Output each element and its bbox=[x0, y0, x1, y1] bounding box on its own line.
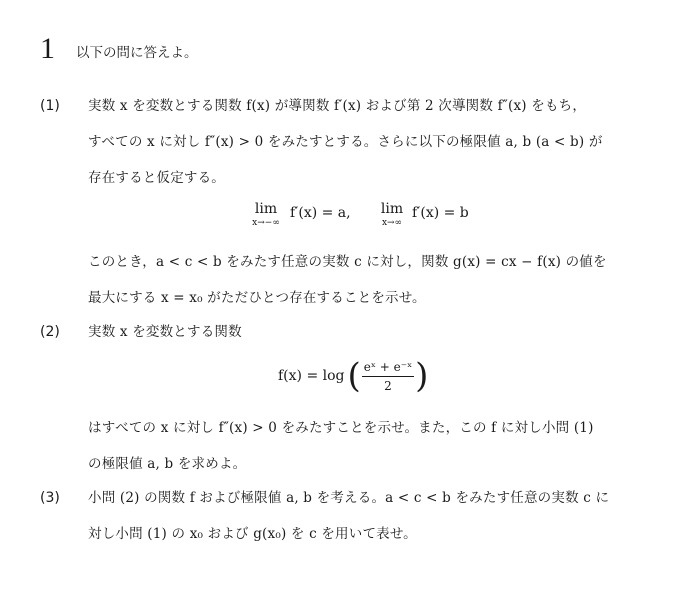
part-3-label: (3) bbox=[40, 490, 60, 506]
right-paren: ) bbox=[415, 356, 429, 396]
equation-fraction bbox=[362, 359, 414, 394]
part-2-after-line-1: はすべての x に対し f″(x) > 0 をみたすことを示せ。また，この f に対し小問 (1) bbox=[88, 420, 594, 436]
limit-2-word: lim bbox=[380, 201, 404, 217]
part-3-line-2: 対し小問 (1) の x₀ および g(x₀) を c を用いて表せ。 bbox=[88, 526, 417, 542]
problem-number: 1 bbox=[40, 32, 55, 65]
part-2-label: (2) bbox=[40, 324, 60, 340]
part-2-line-1: 実数 x を変数とする関数 bbox=[88, 324, 242, 340]
part-1-line-1: 実数 x を変数とする関数 f(x) が導関数 f′(x) および第 2 次導関数 f″(x) をもち， bbox=[88, 98, 587, 114]
part-2-equation bbox=[278, 356, 428, 396]
limit-1-subscript: x→−∞ bbox=[252, 218, 280, 228]
fraction-numerator: eˣ + e⁻ˣ bbox=[362, 359, 414, 377]
fraction-denominator: 2 bbox=[384, 378, 392, 393]
part-1-after-line-1: このとき，a < c < b をみたす任意の実数 c に対し，関数 g(x) = cx − f(x) の値を bbox=[88, 254, 607, 270]
limit-1-word: lim bbox=[254, 201, 278, 217]
part-1-line-2: すべての x に対し f″(x) > 0 をみたすとする。さらに以下の極限値 a, b (a < b) が bbox=[88, 134, 603, 150]
part-1-label: (1) bbox=[40, 98, 60, 114]
part-2-after-line-2: の極限値 a, b を求めよ。 bbox=[88, 456, 247, 472]
part-3-line-1: 小問 (2) の関数 f および極限値 a, b を考える。a < c < b をみたす任意の実数 c に bbox=[88, 490, 610, 506]
left-paren: ( bbox=[347, 356, 361, 396]
part-1-after-line-2: 最大にする x = x₀ がただひとつ存在することを示せ。 bbox=[88, 290, 426, 306]
limit-2-subscript: x→∞ bbox=[381, 218, 403, 228]
limit-2-expression: f′(x) = b bbox=[412, 205, 469, 221]
part-1-line-3: 存在すると仮定する。 bbox=[88, 170, 225, 186]
equation-lhs: f(x) = log bbox=[278, 368, 345, 384]
limit-1-expression: f′(x) = a, bbox=[290, 205, 351, 221]
problem-title: 以下の問に答えよ。 bbox=[76, 45, 198, 61]
limit-2 bbox=[370, 200, 414, 228]
limit-1 bbox=[236, 200, 296, 228]
